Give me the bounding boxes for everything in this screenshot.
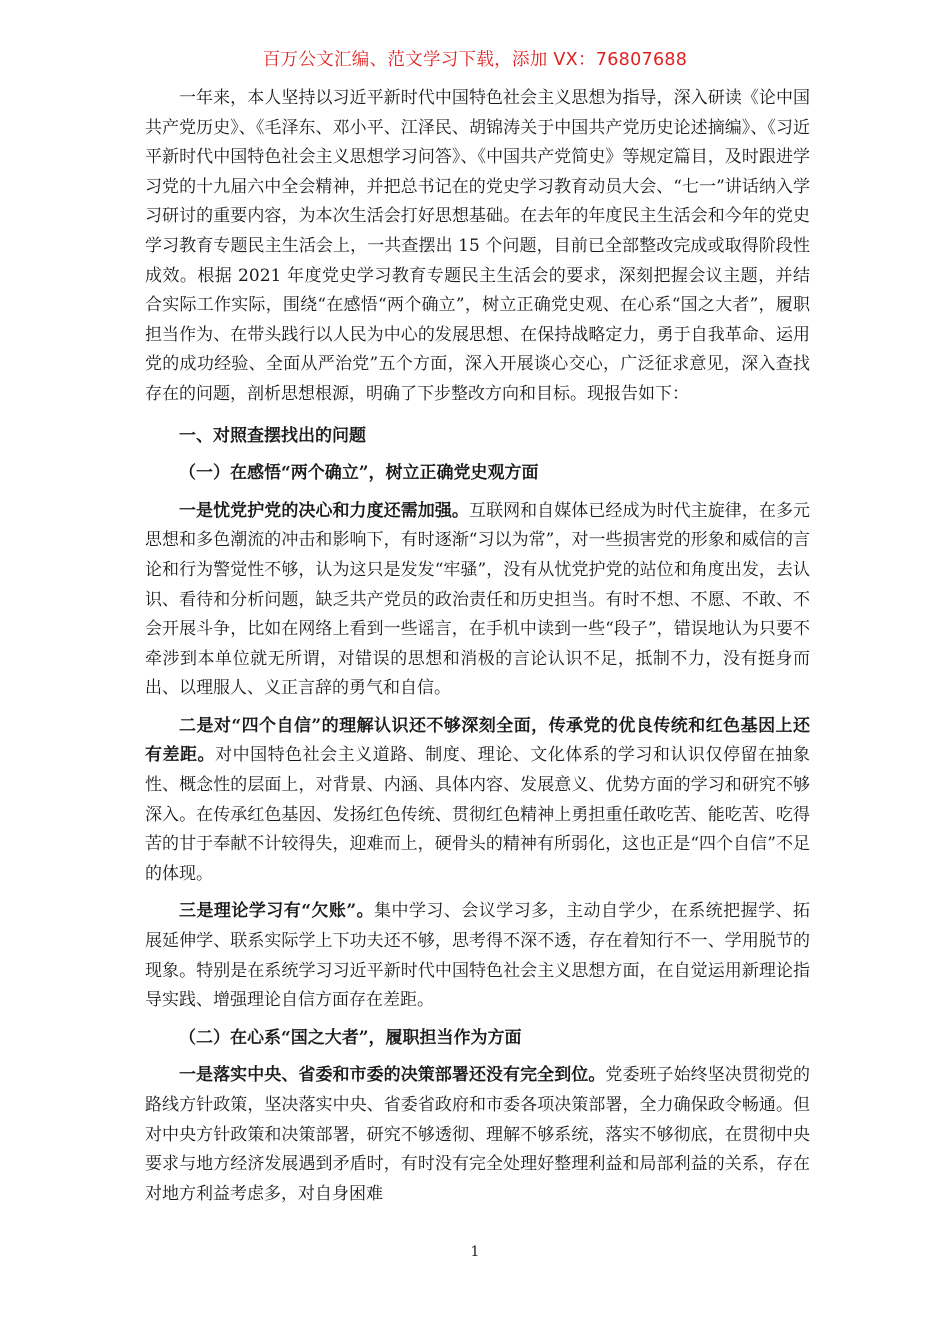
problem-lead: 二是对“四个自信”的理解认识还不够深刻全面，传承党的优良传统和红色基因上还有差距。 bbox=[145, 715, 810, 766]
intro-paragraph: 一年来，本人坚持以习近平新时代中国特色社会主义思想为指导，深入研读《论中国共产党历史》、《毛泽东、邓小平、江泽民、胡锦涛关于中国共产党历史论述摘编》、《习近平新时代中国特色社会主义思想学习问答》、《中国共产党简史》等规定篇目，及时跟进学习党的十九届六中全会精神，并把总书记在的党史学习教育动员大会、“七一”讲话纳入学习研讨的重要内容，为本次生活会打好思想基础。在去年的年度民主生活会和今年的党史学习教育专题民主生活会上，一共查摆出 15 个问题，目前已全部整改完成或取得阶段性成效。根据 2021 年度党史学习教育专题民主生活会的要求，深刻把握会议主题，并结合实际工作实际，围绕“在感悟“两个确立”，树立正确党史观、在心系“国之大者”，履职担当作为、在带头践行以人民为中心的发展思想、在保持战略定力，勇于自我革命、运用党的成功经验、全面从严治党”五个方面，深入开展谈心交心，广泛征求意见，深入查找存在的问题，剖析思想根源，明确了下步整改方向和目标。现报告如下： bbox=[145, 88, 810, 404]
problem-text: 对中国特色社会主义道路、制度、理论、文化体系的学习和认识仅停留在抽象性、概念性的层面上，对背景、内涵、具体内容、发展意义、优势方面的学习和研究不够深入。在传承红色基因、发扬红色传统、贯彻红色精神上勇担重任敢吃苦、能吃苦、吃得苦的甘于奉献不计较得失，迎难而上，硬骨头的精神有所弱化，这也正是“四个自信”不足的体现。 bbox=[145, 745, 811, 884]
subsection-heading-2: （二）在心系“国之大者”，履职担当作为方面 bbox=[179, 1027, 522, 1048]
page-number: 1 bbox=[470, 1244, 480, 1260]
problem-lead: 一是落实中央、省委和市委的决策部署还没有完全到位。 bbox=[179, 1065, 606, 1086]
section-heading: 一、对照查摆找出的问题 bbox=[179, 425, 366, 446]
problem-text: 党委班子始终坚决贯彻党的路线方针政策，坚决落实中央、省委省政府和市委各项决策部署，全力确保政令畅通。但对中央方针政策和决策部署，研究不够透彻、理解不够系统，落实不够彻底，在贯彻中央要求与地方经济发展遇到矛盾时，有时没有完全处理好整理利益和局部利益的关系，存在对地方利益考虑多，对自身困难 bbox=[145, 1065, 811, 1204]
subsection-heading-1: （一）在感悟“两个确立”，树立正确党史观方面 bbox=[179, 463, 539, 484]
problem-paragraph-1 bbox=[145, 497, 810, 704]
problem-lead: 一是忧党护党的决心和力度还需加强。 bbox=[179, 500, 469, 521]
document-body bbox=[145, 84, 810, 1217]
problem-lead: 三是理论学习有“欠账”。 bbox=[179, 901, 375, 922]
problem-paragraph-3 bbox=[145, 897, 810, 1015]
problem-text: 集中学习、会议学习多，主动自学少，在系统把握学、拓展延伸学、联系实际学上下功夫还不够，思考得不深不透，存在着知行不一、学用脱节的现象。特别是在系统学习习近平新时代中国特色社会主义思想方面，在自觉运用新理论指导实践、增强理论自信方面存在差距。 bbox=[145, 901, 811, 1011]
problem-paragraph-4 bbox=[145, 1061, 810, 1209]
promo-banner: 百万公文汇编、范文学习下载，添加 VX：76807688 bbox=[262, 50, 688, 70]
problem-paragraph-2 bbox=[145, 712, 810, 890]
problem-text: 互联网和自媒体已经成为时代主旋律，在多元思想和多色潮流的冲击和影响下，有时逐渐“习以为常”，对一些损害党的形象和威信的言论和行为警觉性不够，认为这只是发发“牢骚”，没有从忧党护党的站位和角度出发，去认识、看待和分析问题，缺乏共产党员的政治责任和历史担当。有时不想、不愿、不敢、不会开展斗争，比如在网络上看到一些谣言，在手机中读到一些“段子”，错误地认为只要不牵涉到本单位就无所谓，对错误的思想和消极的言论认识不足，抵制不力，没有挺身而出、以理服人、义正言辞的勇气和自信。 bbox=[145, 500, 811, 699]
